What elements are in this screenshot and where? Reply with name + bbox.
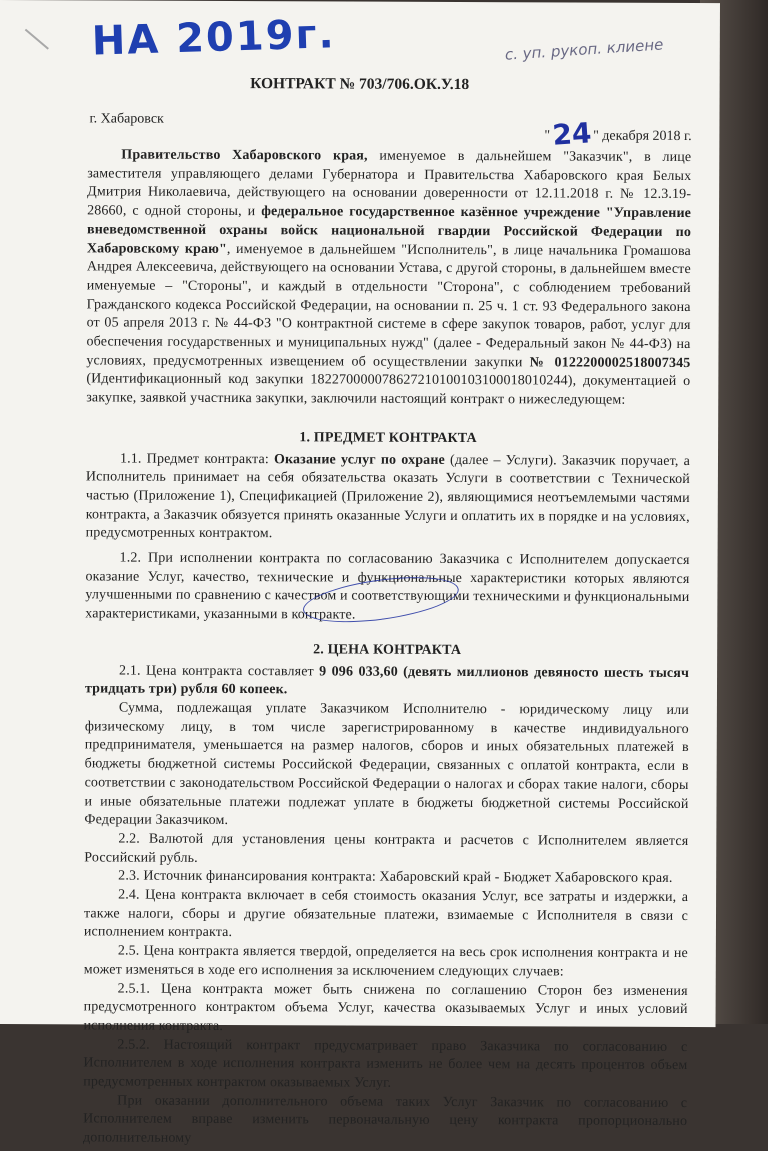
preamble-paragraph — [86, 146, 691, 410]
clause-1-1-subject: Оказание услуг по охране — [273, 451, 445, 468]
section-2-heading: 2. ЦЕНА КОНТРАКТА — [313, 642, 462, 658]
clause-1-1-lead: 1.1. Предмет контракта: — [119, 451, 275, 467]
contract-city: г. Хабаровск — [89, 111, 164, 127]
date-quote-open: " — [544, 128, 551, 144]
clause-2-5-1: 2.5.1. Цена контракта может быть снижена по соглашению Сторон без изменения предусмотренного контрактом объема Услуг, качества оказываемых Услуг и иных условий исполнения контракта. — [83, 981, 688, 1034]
clause-2-5-2: 2.5.2. Настоящий контракт предусматривает право Заказчика по согласованию с Исполнителем в ходе исполнения контракта изменить не более чем на десять процентов объем предусмотренных контрактом оказываемых Услуг. — [83, 1037, 688, 1091]
clause-2-1 — [85, 662, 689, 702]
contract-date — [544, 113, 692, 152]
clause-1-2: 1.2. При исполнении контракта по согласованию Заказчика с Исполнителем допускается оказание Услуг, качество, технические и функциональные характеристики которых являются улучшенными по сравнению с качеством и соответствующими техническими и функциональными характеристиками, указанными в контракте. — [85, 550, 690, 623]
staple-mark — [25, 29, 49, 50]
handwritten-date-day: 24 — [551, 116, 593, 152]
clause-2-1-lead: 2.1. Цена контракта составляет — [119, 663, 320, 679]
clause-2-additional: При оказании дополнительного объема таких Услуг Заказчик по согласованию с Исполнителем вправе изменить первоначальную цену контракта пропорционально дополнительному — [83, 1093, 688, 1147]
clause-2-sum: Сумма, подлежащая уплате Заказчиком Исполнителю - юридическому лицу или физическому лицу, в том числе зарегистрированному в качестве индивидуального предпринимателя, уменьшается на размер налогов, сборов и иных обязательных платежей в бюджеты бюджетной системы Российской Федерации, связанных с оплатой контракта, если в соответствии с законодательством Российской Федерации о налогах и сборах такие налоги, сборы и иные обязательные платежи подлежат уплате в бюджеты бюджетной системы Российской Федерации Заказчиком. — [84, 700, 689, 829]
preamble-text-2: , именуемое в дальнейшем "Исполнитель", в лице начальника Громашова Андрея Алексеевича, действующего на основании Устава, с другой стороны, в дальнейшем вместе именуемые – "Стороны", и каждый в отдельности "Сторона", с соблюдением требований Гражданского кодекса Российской Федерации, на основании п. 25 ч. 1 ст. 93 Федерального закона от 05 апреля 2013 г. № 44-ФЗ "О контрактной системе в сфере закупок товаров, работ, услуг для обеспечения государственных и муниципальных нужд" (далее - Федеральный закон № 44-ФЗ) на условиях, предусмотренных извещением об осуществлении закупки — [86, 241, 691, 371]
preamble-notice-number: № 0122200002518007345 — [529, 355, 691, 371]
clause-2-2: 2.2. Валютой для установления цены контракта и расчетов с Исполнителем является Российский рубль. — [84, 831, 689, 866]
preamble-party-contractor: федеральное государственное казённое учреждение "Управление вневедомственной охраны войск национальной гвардии Российской Федерации по Хабаровскому краю" — [86, 204, 692, 257]
clause-2-3: 2.3. Источник финансирования контракта: Хабаровский край - Бюджет Хабаровского края. — [118, 868, 673, 887]
contract-body — [83, 146, 691, 1150]
preamble-party-customer: Правительство Хабаровского края, — [121, 147, 368, 164]
handwritten-corner-note: с. уп. рукоп. клиене — [504, 35, 664, 64]
contract-title: КОНТРАКТ № 703/706.ОК.У.18 — [250, 75, 470, 94]
date-month-year: декабря 2018 г. — [598, 128, 692, 145]
clause-2-1-end: . — [283, 682, 288, 698]
clause-1-1 — [86, 450, 690, 546]
clause-2-5: 2.5. Цена контракта является твердой, определяется на весь срок исполнения контракта и не может изменяться в ходе его исполнения за исключением следующих случаев: — [83, 943, 688, 980]
clause-2-1-price: 9 096 033,60 (девять миллионов девяносто шесть тысяч тридцать три) рубля 60 копеек — [84, 663, 690, 698]
handwritten-year-note: НА 2019г. — [91, 11, 337, 65]
clause-2-4: 2.4. Цена контракта включает в себя стоимость оказания Услуг, все затраты и издержки, а также налоги, сборы и другие обязательные платежи, взимаемые с Исполнителя в связи с исполнением контракта. — [83, 887, 689, 941]
clause-1-1-rest: (далее – Услуги). Заказчик поручает, а Исполнитель принимает на себя обязательства оказать Услуги в соответствии с Технической частью (Приложение 1), Спецификацией (Приложение 2), являющимися неотъемлемыми частями контракта, а Заказчик обязуется принять оказанные Услуги и оплатить их в порядке и на условиях, предусмотренных контрактом. — [85, 452, 691, 542]
preamble-text-1: именуемое в дальнейшем "Заказчик", в лице заместителя управляющего делами Губернатора и Правительства Хабаровского края Белых Дмитрия Николаевича, действующего на основании доверенности от 12.11.2018 г. № 12.3.19-28660, с одной стороны, и — [87, 148, 692, 220]
date-quote-close: " — [593, 128, 599, 144]
preamble-text-3: (Идентификационный код закупки 182270000078627210100103100018010244), документацией о закупке, заявкой участника закупки, заключили настоящий контракт о нижеследующем: — [86, 371, 691, 408]
section-1-heading: 1. ПРЕДМЕТ КОНТРАКТА — [299, 430, 477, 446]
